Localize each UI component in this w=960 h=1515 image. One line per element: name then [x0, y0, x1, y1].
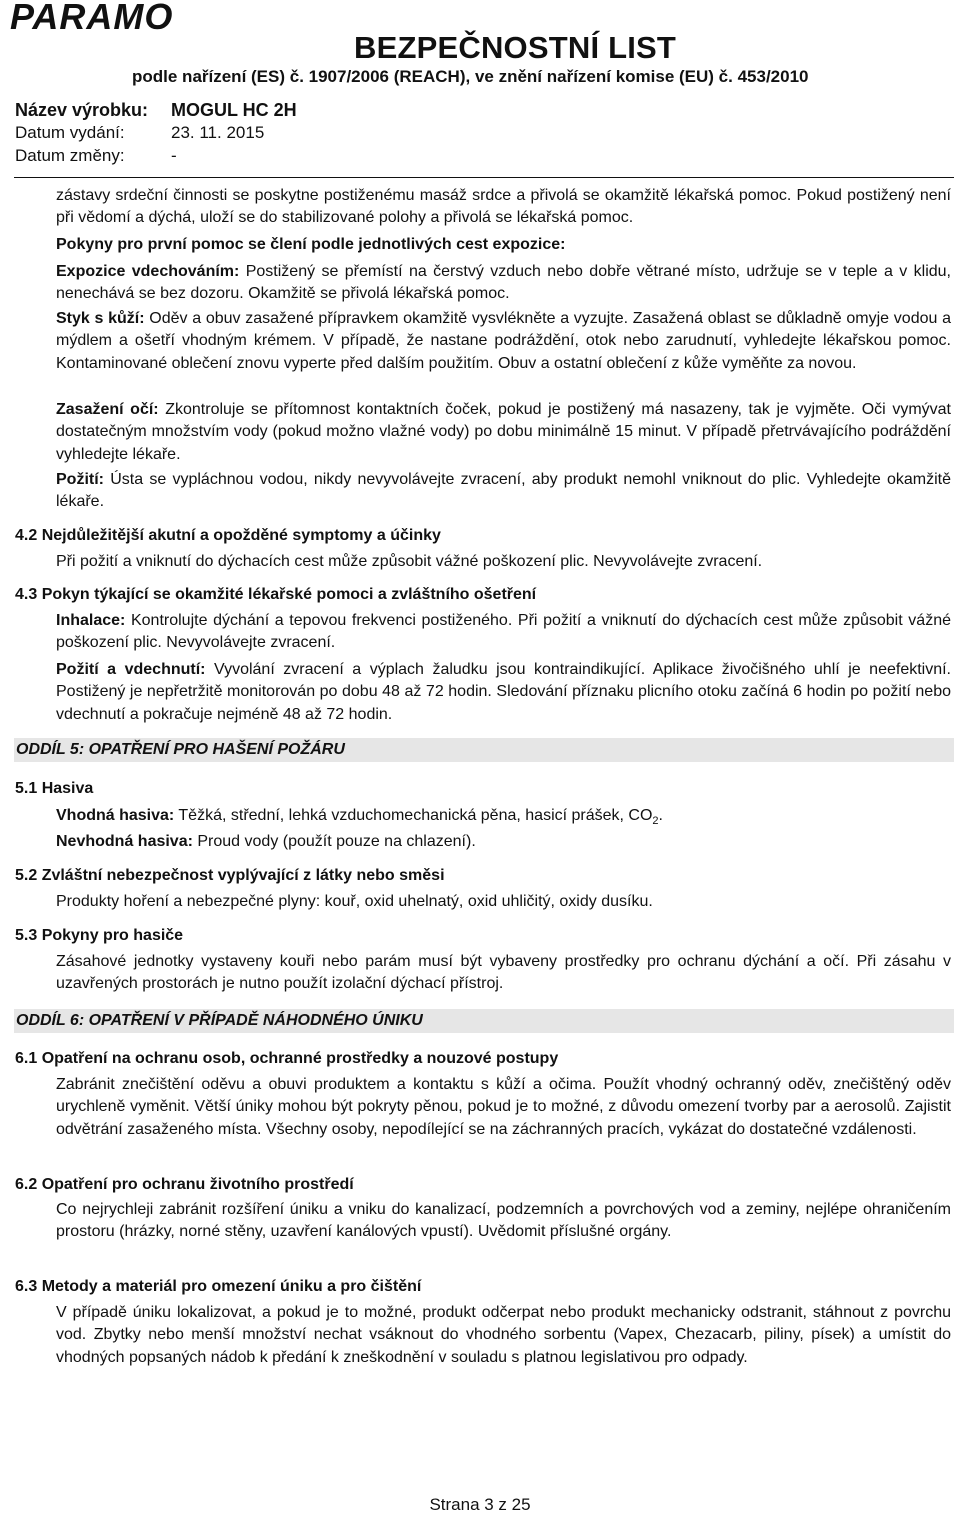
section-4-2-heading: 4.2 Nejdůležitější akutní a opožděné symptomy a účinky — [15, 527, 441, 544]
product-name-label: Název výrobku: — [15, 100, 149, 120]
inhalation-note-lead: Inhalace: — [56, 612, 126, 629]
suitable-media-subscript: 2 — [652, 815, 659, 828]
issue-date-label: Datum vydání: — [15, 123, 125, 142]
suitable-media-lead: Vhodná hasiva: — [56, 807, 175, 824]
page-number: Strana 3 z 25 — [429, 1495, 531, 1514]
section-6-3-text: V případě úniku lokalizovat, a pokud je to možné, produkt odčerpat nebo produkt mechanicky odstranit, stáhnout z povrchu vod. Zbytky nebo menší množství nechat vsáknout do vhodného sorbentu (Vapex, Chezacarb, piliny, písek) a umístit do vhodných popsaných nádob k předání k zneškodnění v souladu s platnou legislativou pro odpady. — [56, 1304, 951, 1366]
logo-text: PARAMO — [10, 0, 174, 37]
skin-contact-text: Oděv a obuv zasažené přípravkem okamžitě vysvlékněte a vyzujte. Zasažená oblast se důkladně omyje vodou a mýdlem a ošetří vhodným krémem. V případě, že nastane podráždění, otok nebo zarudnutí, vyhledejte lékařskou pomoc. Kontaminované oblečení znovu vyperte před dalším použitím. Obuv a ostatní oblečení z kůže vyměňte za novou. — [56, 310, 951, 372]
product-name-value: MOGUL HC 2H — [171, 100, 297, 120]
eye-contact-lead: Zasažení očí: — [56, 401, 159, 418]
unsuitable-media-text: Proud vody (použít pouze na chlazení). — [192, 833, 476, 850]
document-subtitle: podle nařízení (ES) č. 1907/2006 (REACH), ve znění nařízení komise (EU) č. 453/2010 — [132, 67, 809, 86]
section-5-2-text: Produkty hoření a nebezpečné plyny: kouř, oxid uhelnatý, oxid uhličitý, oxidy dusíku. — [56, 893, 653, 910]
suitable-media — [56, 805, 951, 833]
ingestion-inhalation-note — [56, 659, 951, 726]
issue-date-value: 23. 11. 2015 — [171, 123, 265, 142]
header-divider — [14, 177, 954, 178]
product-name-row — [15, 100, 297, 121]
inhalation-note — [56, 610, 951, 655]
skin-contact-lead: Styk s kůží: — [56, 310, 145, 327]
section-5-1-heading: 5.1 Hasiva — [15, 780, 94, 797]
ingestion-inhalation-lead: Požití a vdechnutí: — [56, 661, 206, 678]
section-5-3-heading: 5.3 Pokyny pro hasiče — [15, 927, 184, 944]
section-4-3-heading: 4.3 Pokyn týkající se okamžité lékařské pomoci a zvláštního ošetření — [15, 586, 537, 603]
eye-contact-text: Zkontroluje se přítomnost kontaktních čoček, pokud je postižený má nasazeny, tak je vyjměte. Oči vymývat dostatečným množstvím vody (pokud možno vlažné vody) po dobu minimálně 15 minut. V případě přetrvávajícího podráždění vyhledejte lékaře. — [56, 401, 951, 463]
document-title: BEZPEČNOSTNÍ LIST — [354, 30, 677, 65]
suitable-media-text: Těžká, střední, lehká vzduchomechanická pěna, hasicí prášek, CO — [174, 807, 653, 824]
change-date-row — [15, 146, 177, 166]
eye-contact — [56, 399, 951, 466]
section-5-title: ODDÍL 5: OPATŘENÍ PRO HAŠENÍ POŽÁRU — [14, 738, 954, 762]
section-6-1-text: Zabránit znečištění oděvu a obuvi produktem a kontaktu s kůží a očima. Použít vhodný ochranný oděv, znečištěný oděv urychleně vyměnit. Větší úniky mohou být pokryty pěnou, pokud je to možné, z důvodu omezení tvorby par a aerosolů. Zajistit odvětrání zasaženého místa. Všechny osoby, nepodílející se na záchranných pracích, vykázat do dostatečné vzdálenosti. — [56, 1076, 951, 1138]
exposure-routes-intro: Pokyny pro první pomoc se člení podle jednotlivých cest expozice: — [56, 236, 566, 253]
section-6-2-text: Co nejrychleji zabránit rozšíření úniku a vniku do kanalizací, podzemních a povrchových vod a zeminy, nejlépe ohraničením prostoru (hrázky, norné stěny, uzavření kanálových vpustí). Uvědomit příslušné orgány. — [56, 1201, 951, 1241]
suitable-media-end: . — [658, 807, 663, 824]
company-logo — [10, 0, 174, 37]
change-date-value: - — [171, 146, 177, 165]
ingestion-inhalation-text: Vyvolání zvracení a výplach žaludku jsou kontraindikující. Aplikace živočišného uhlí je neefektivní. Postižený je nepřetržitě monitorován po dobu 48 až 72 hodin. Sledování příznaku plicního otoku začíná 6 hodin po požití nebo vdechnutí a pokračuje nejméně 48 až 72 hodin. — [56, 661, 951, 723]
unsuitable-media — [56, 831, 951, 853]
section-6-2-heading: 6.2 Opatření pro ochranu životního prostředí — [15, 1176, 354, 1193]
section-4-2-text: Při požití a vniknutí do dýchacích cest může způsobit vážné poškození plic. Nevyvolávejte zvracení. — [56, 553, 763, 570]
ingestion — [56, 469, 951, 514]
section-5-3-text: Zásahové jednotky vystaveny kouři nebo parám musí být vybaveny prostředky pro ochranu dýchání a očí. Při zásahu v uzavřených prostorách je nutno použít izolační dýchací přístroj. — [56, 953, 951, 993]
inhalation-exposure-text: Postižený se přemístí na čerstvý vzduch nebo dobře větrané místo, udržuje se v teple a v klidu, nenechává se bez dozoru. Okamžitě se přivolá lékařská pomoc. — [56, 263, 951, 303]
inhalation-note-text: Kontrolujte dýchání a tepovou frekvenci postiženého. Při požití a vniknutí do dýchacích cest může způsobit vážné poškození plic. Nevyvolávejte zvracení. — [56, 612, 951, 652]
change-date-label: Datum změny: — [15, 146, 125, 165]
inhalation-exposure — [56, 261, 951, 306]
ingestion-lead: Požití: — [56, 471, 104, 488]
issue-date-row — [15, 123, 264, 143]
section-5-2-heading: 5.2 Zvláštní nebezpečnost vyplývající z látky nebo směsi — [15, 867, 445, 884]
section-6-1-heading: 6.1 Opatření na ochranu osob, ochranné prostředky a nouzové postupy — [15, 1050, 559, 1067]
section-6-title: ODDÍL 6: OPATŘENÍ V PŘÍPADĚ NÁHODNÉHO ÚNIKU — [14, 1009, 954, 1033]
skin-contact — [56, 308, 951, 375]
section-6-3-heading: 6.3 Metody a materiál pro omezení úniku a pro čištění — [15, 1278, 422, 1295]
ingestion-text: Ústa se vypláchnou vodou, nikdy nevyvolávejte zvracení, aby produkt nemohl vniknout do plic. Vyhledejte okamžitě lékaře. — [56, 471, 951, 511]
inhalation-exposure-lead: Expozice vdechováním: — [56, 263, 240, 280]
unsuitable-media-lead: Nevhodná hasiva: — [56, 833, 193, 850]
first-aid-continuation: zástavy srdeční činnosti se poskytne postiženému masáž srdce a přivolá se okamžitě lékařská pomoc. Pokud postižený není při vědomí a dýchá, uloží se do stabilizované polohy a přivolá se lékařská pomoc. — [56, 187, 951, 227]
